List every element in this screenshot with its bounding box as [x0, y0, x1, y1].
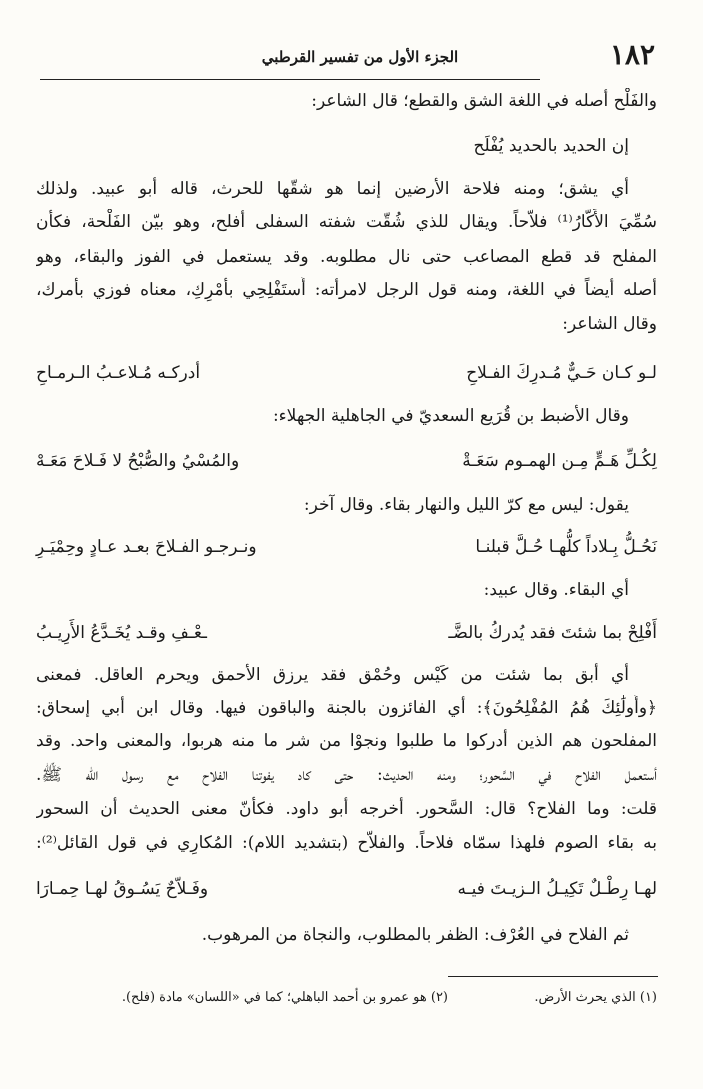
running-title: الجزء الأول من تفسير القرطبي — [261, 48, 459, 66]
text-line: أستعمل الفلاح في السَّحور؛ ومنه الحديث: حتى كاد يفوتنا الفلاح مع رسول الله ﷺ. — [36, 765, 657, 785]
text-line: به بقاء الصوم فلهذا سمّاه فلاحاً. والفلاّح (بتشديد اللام): المُكارِي في قول القائل⁽²⁾: — [36, 833, 657, 853]
page-number: ١٨٢ — [609, 38, 655, 71]
quoted-verse: إن الحديد بالحديد يُفْلَح — [473, 136, 629, 156]
text-line: أي البقاء. وقال عبيد: — [483, 580, 629, 600]
verse-second-hemistich: ـعْـفِ وقـد يُخَـدَّعُ الأَرِيـبُ — [36, 623, 207, 643]
verse-second-hemistich: ونـرجـو الفـلاحَ بعـد عـادٍ وحِمْيَـرِ — [36, 537, 257, 557]
text-line: أي أبق بما شئت من كَيْس وحُمْق فقد يرزق الأحمق ويحرم العاقل. فمعنى — [36, 665, 629, 685]
text-line: قلت: وما الفلاح؟ قال: السَّحور. أخرجه أبو داود. فكأنّ معنى الحديث أن السحور — [36, 799, 657, 819]
footnote-2: (٢) هو عمرو بن أحمد الباهلي؛ كما في «اللسان» مادة (فلح). — [121, 990, 448, 1005]
text-line: ﴿وأُولَٰئِكَ هُمُ المُفْلِحُونَ﴾: أي الفائزون بالجنة والباقون فيها. وقال ابن أبي إسحاق: — [36, 698, 657, 718]
header-rule — [40, 79, 540, 80]
text-line: المفلح قد قطع المصاعب حتى نال مطلوبه. وقد يستعمل في الفوز والبقاء، وهو — [36, 247, 657, 267]
verse-first-hemistich: لـو كـان حَـيٌّ مُـدرِكَ الفـلاحِ — [466, 363, 657, 383]
verse-first-hemistich: نَحُـلُّ بِـلاداً كلُّهـا حُـلَّ قبلنـا — [475, 537, 657, 557]
verse-first-hemistich: أَفْلِحْ بما شئتَ فقد يُدركُ بالضَّـ — [448, 623, 657, 643]
verse-first-hemistich: لهـا رِطْـلٌ تَكِيـلُ الـزيـتَ فيـه — [457, 879, 657, 899]
text-line: أي يشق؛ ومنه فلاحة الأرضين إنما هو شقّها للحرث، قاله أبو عبيد. ولذلك — [36, 179, 629, 199]
verse-second-hemistich: وفَـلاّحٌ يَسُـوقُ لهـا حِمـارَا — [36, 879, 209, 899]
verse-second-hemistich: والمُسْيُ والصُّبْحُ لا فَـلاحَ مَعَـهْ — [36, 451, 240, 471]
text-line: أصله أيضاً في اللغة، ومنه قول الرجل لامرأته: أَستَفْلِحِي بأَمْرِكِ، معناه فوزي بأمرك، — [36, 280, 657, 300]
verse-second-hemistich: أدركـه مُـلاعـبُ الـرمـاحِ — [36, 363, 201, 383]
verse-first-hemistich: لِكُـلِّ هَـمٍّ مِـن الهمـوم سَعَـةْ — [462, 451, 657, 471]
text-line: والفَلْح أصله في اللغة الشق والقطع؛ قال الشاعر: — [311, 91, 657, 111]
text-line: ثم الفلاح في العُرْف: الظفر بالمطلوب، والنجاة من المرهوب. — [201, 925, 629, 945]
footnote-1: (١) الذي يحرث الأرض. — [534, 990, 657, 1005]
text-line: يقول: ليس مع كرّ الليل والنهار بقاء. وقال آخر: — [303, 495, 629, 515]
text-line: وقال الأضبط بن قُرَيع السعديّ في الجاهلية الجهلاء: — [272, 406, 629, 426]
page-header — [40, 36, 663, 80]
text-line: وقال الشاعر: — [562, 314, 657, 334]
text-line: المفلحون هم الذين أدركوا ما طلبوا ونجوْا من شر ما منه هربوا، والمعنى واحد. وقد — [36, 731, 657, 751]
text-line: سُمِّيَ الأَكَّارُ⁽¹⁾ فلاّحاً. ويقال للذي شُقّت شفته السفلى أفلح، وهو بيّن الفَلْحة، فكأن — [36, 212, 657, 232]
footnote-divider — [448, 976, 658, 977]
